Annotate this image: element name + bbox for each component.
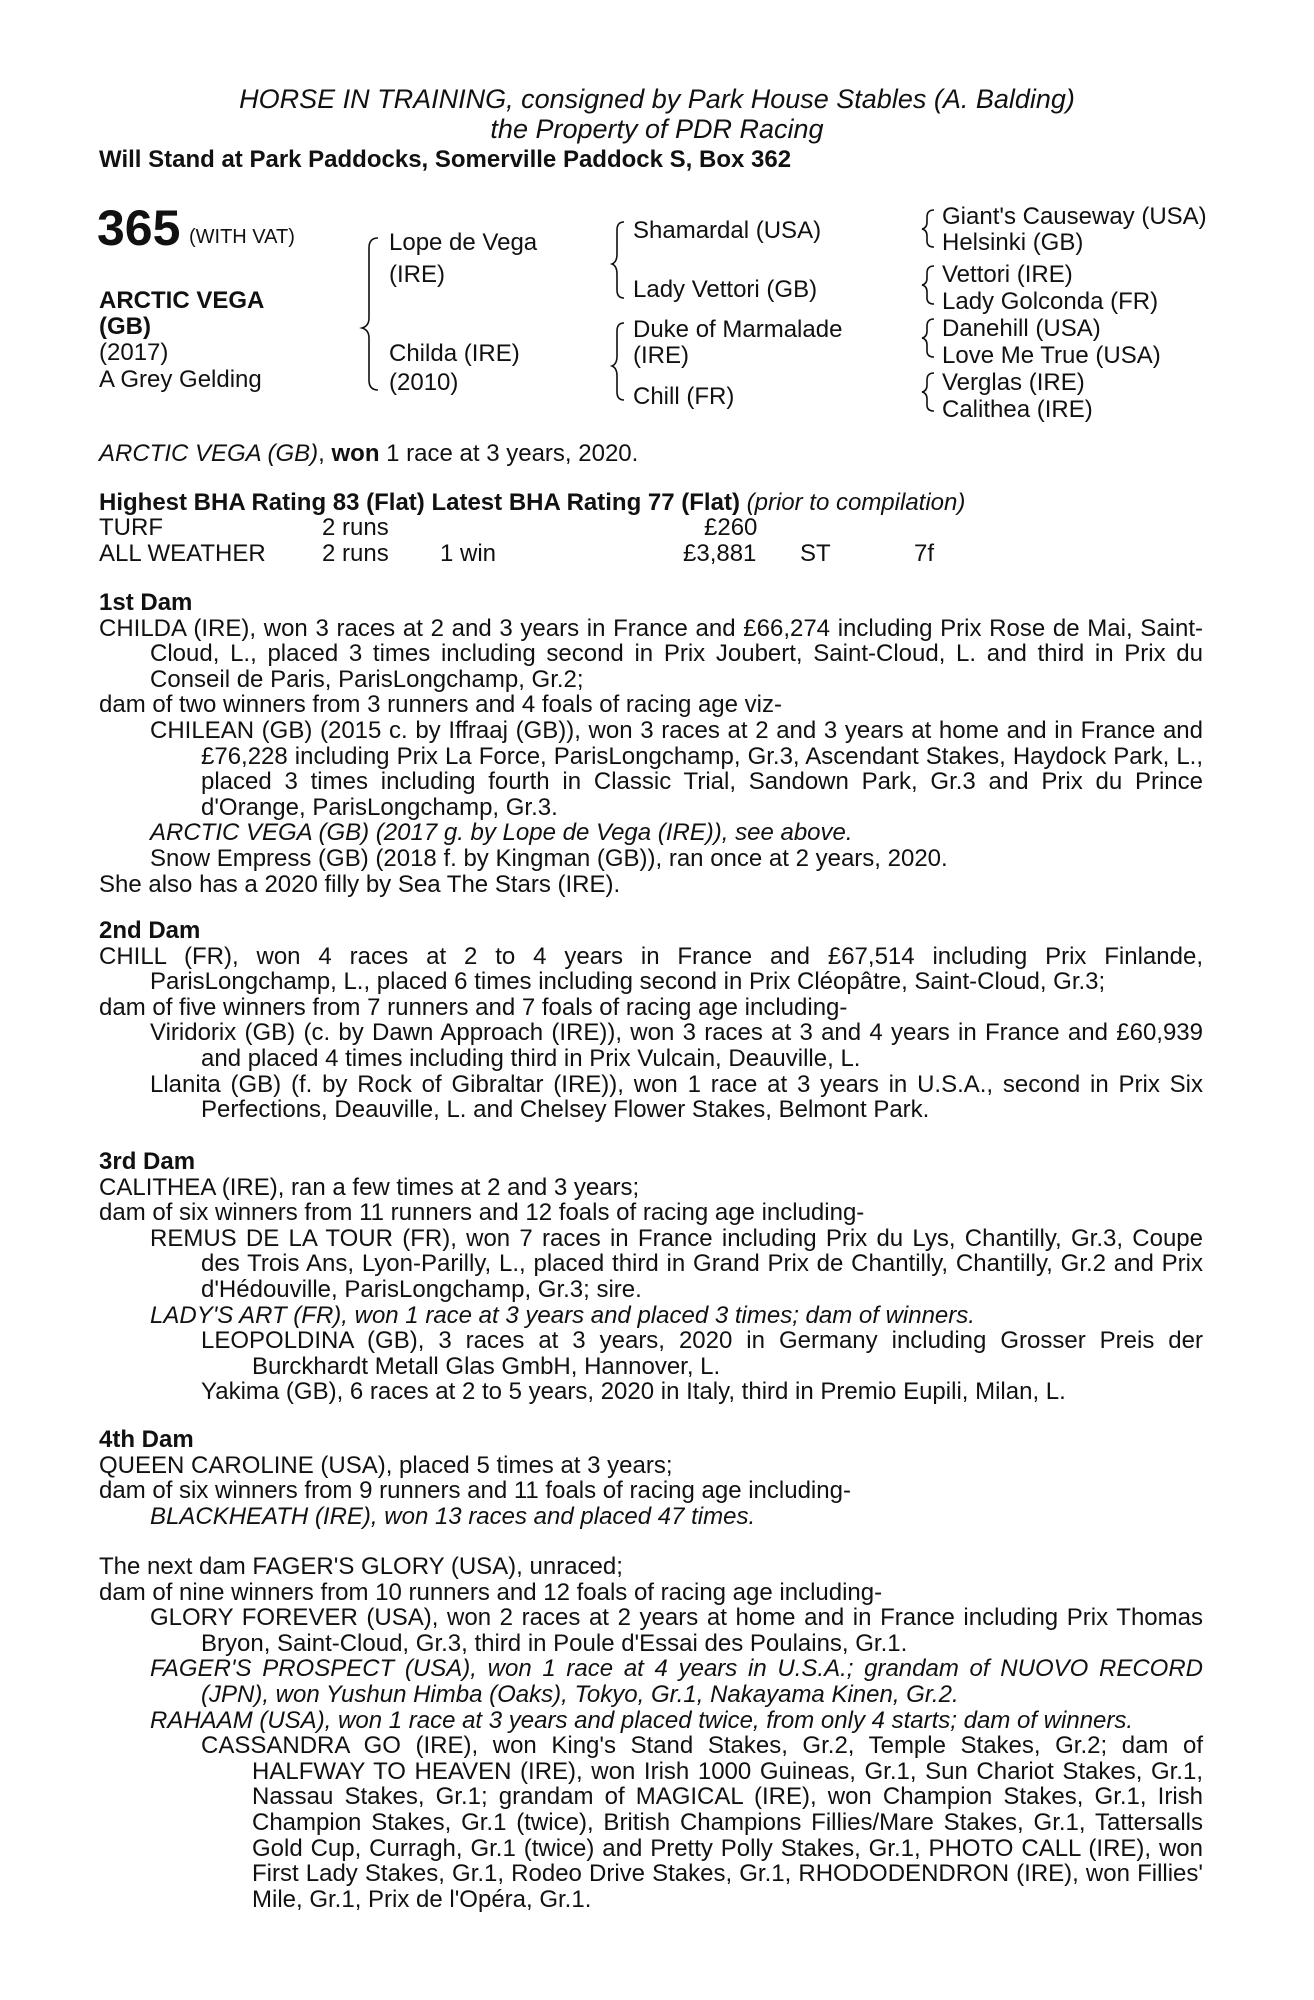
section-next-dam: [99, 1554, 1203, 1912]
dam1-heading: 1st Dam: [99, 589, 193, 616]
vat-note: (WITH VAT): [189, 226, 295, 248]
record-aw-runs: 2 runs: [322, 540, 389, 567]
dam1-produce-snow-empress: Snow Empress (GB) (2018 f. by Kingman (GB)), ran once at 2 years, 2020.: [150, 844, 948, 872]
sire: Lope de Vega: [389, 229, 538, 256]
summary-rest: 1 race at 3 years, 2020.: [379, 440, 639, 467]
record-turf-prize: £260: [704, 514, 758, 541]
dam1-record: CHILDA (IRE), won 3 races at 2 and 3 years in France and £66,274 including Prix Rose de Mai, Saint-Cloud, L., placed 3 times including second in Prix Joubert, Saint-Cloud, L. and third in Prix du Conseil de Paris, ParisLongchamp, Gr.2;: [99, 614, 1203, 693]
dam3-heading: 3rd Dam: [99, 1148, 196, 1175]
dam3-grandproduce-leopoldina: LEOPOLDINA (GB), 3 races at 3 years, 2020 in Germany including Grosser Preis der Burckhardt Metall Glas GmbH, Hannover, L.: [201, 1327, 1203, 1380]
next-dam-grandproduce-cassandra-go: CASSANDRA GO (IRE), won King's Stand Stakes, Gr.2, Temple Stakes, Gr.2; dam of HALFWAY TO HEAVEN (IRE), won Irish 1000 Guineas, Gr.1, Sun Chariot Stakes, Gr.1, Nassau Stakes, Gr.1; grandam of MAGICAL (IRE), won Champion Stakes, Gr.1, Irish Champion Stakes, Gr.1 (twice), British Champions Fillies/Mare Stakes, Gr.1, Tattersalls Gold Cup, Curragh, Gr.1 (twice) and Pretty Polly Stakes, Gr.1, PHOTO CALL (IRE), won First Lady Stakes, Gr.1, Rodeo Drive Stakes, Gr.1, RHODODENDRON (IRE), won Fillies' Mile, Gr.1, Prix de l'Opéra, Gr.1.: [201, 1732, 1203, 1913]
ped-sss: Giant's Causeway (USA): [942, 203, 1207, 230]
record-aw-prize: £3,881: [683, 540, 757, 567]
dam4-heading: 4th Dam: [99, 1426, 194, 1453]
summary-horse-name: ARCTIC VEGA (GB): [99, 440, 319, 467]
next-dam-record: The next dam FAGER'S GLORY (USA), unraced;: [99, 1553, 623, 1580]
dam1-produce-summary: dam of two winners from 3 runners and 4 foals of racing age viz-: [99, 691, 782, 719]
section-1st-dam: [99, 590, 1203, 897]
bha-rating-note: (prior to compilation): [746, 489, 966, 516]
sire-sire: Shamardal (USA): [633, 217, 822, 244]
record-turf-runs: 2 runs: [322, 514, 389, 541]
dam3-grandproduce-yakima: Yakima (GB), 6 races at 2 to 5 years, 2020 in Italy, third in Premio Eupili, Milan, L.: [201, 1378, 1066, 1406]
ped-ddd: Calithea (IRE): [942, 396, 1093, 423]
dam4-record: QUEEN CAROLINE (USA), placed 5 times at 3 years;: [99, 1451, 673, 1479]
dam2-produce-llanita: Llanita (GB) (f. by Rock of Gibraltar (IRE)), won 1 race at 3 years in U.S.A., second in Prix Six Perfections, Deauville, L. and Chelsey Flower Stakes, Belmont Park.: [150, 1070, 1203, 1124]
dam-dam: Chill (FR): [633, 383, 735, 410]
header-location: Will Stand at Park Paddocks, Somerville Paddock S, Box 362: [99, 146, 792, 173]
dam-sire-country: (IRE): [633, 342, 689, 369]
record-aw-distance: 7f: [914, 540, 935, 567]
dam2-record: CHILL (FR), won 4 races at 2 to 4 years in France and £67,514 including Prix Finlande, ParisLongchamp, L., placed 6 times including second in Prix Cléopâtre, Saint-Cloud, Gr.3;: [99, 942, 1203, 996]
dam4-produce-summary: dam of six winners from 9 runners and 11 foals of racing age including-: [99, 1477, 851, 1505]
dam4-produce-blackheath: BLACKHEATH (IRE), won 13 races and placed 47 times.: [150, 1502, 756, 1530]
dam2-heading: 2nd Dam: [99, 917, 201, 944]
section-2nd-dam: [99, 918, 1203, 1123]
ped-dsd: Love Me True (USA): [942, 342, 1161, 369]
dam2-produce-viridorix: Viridorix (GB) (c. by Dawn Approach (IRE)), won 3 races at 3 and 4 years in France and £60,939 and placed 4 times including third in Prix Vulcain, Deauville, L.: [150, 1019, 1203, 1072]
dam-sire: Duke of Marmalade: [633, 316, 843, 343]
sire-dam: Lady Vettori (GB): [633, 276, 818, 303]
record-turf-surface: TURF: [99, 514, 163, 541]
header-property: the Property of PDR Racing: [490, 114, 824, 144]
section-4th-dam: [99, 1427, 1203, 1529]
dam3-record: CALITHEA (IRE), ran a few times at 2 and 3 years;: [99, 1173, 640, 1201]
ped-dds: Verglas (IRE): [942, 369, 1085, 396]
ped-dss: Danehill (USA): [942, 315, 1101, 342]
next-dam-produce-fagers-prospect: FAGER'S PROSPECT (USA), won 1 race at 4 years in U.S.A.; grandam of NUOVO RECORD (JPN), won Yushun Himba (Oaks), Tokyo, Gr.1, Nakayama Kinen, Gr.2.: [150, 1655, 1203, 1708]
record-aw-wins: 1 win: [440, 540, 497, 567]
dam: Childa (IRE): [389, 340, 520, 367]
dam1-produce-filly: She also has a 2020 filly by Sea The Stars (IRE).: [99, 870, 621, 898]
dam1-produce-arctic-vega: ARCTIC VEGA (GB) (2017 g. by Lope de Vega (IRE)), see above.: [150, 819, 853, 847]
lot-number: 365: [97, 200, 181, 256]
next-dam-produce-summary: dam of nine winners from 10 runners and 12 foals of racing age including-: [99, 1578, 883, 1606]
horse-year: (2017): [99, 339, 169, 366]
sire-country: (IRE): [389, 261, 445, 288]
header-consignor: HORSE IN TRAINING, consigned by Park House Stables (A. Balding): [239, 84, 1075, 114]
horse-name: ARCTIC VEGA: [99, 287, 265, 314]
dam-year: (2010): [389, 369, 459, 396]
race-summary: ARCTIC VEGA (GB), won 1 race at 3 years, 2020.: [99, 440, 639, 467]
horse-name-country: (GB): [99, 313, 151, 340]
bha-rating: [99, 490, 965, 516]
next-dam-produce-rahaam: RAHAAM (USA), won 1 race at 3 years and placed twice, from only 4 starts; dam of winners.: [150, 1706, 1134, 1734]
summary-won: won: [331, 440, 380, 467]
dam1-produce-chilean: CHILEAN (GB) (2015 c. by Iffraaj (GB)), won 3 races at 2 and 3 years at home and in France and £76,228 including Prix La Force, ParisLongchamp, Gr.3, Ascendant Stakes, Haydock Park, L., placed 3 times including fourth in Classic Trial, Sandown Park, Gr.3 and Prix du Prince d'Orange, ParisLongchamp, Gr.3.: [150, 716, 1203, 821]
record-aw-course: ST: [800, 540, 831, 567]
dam3-produce-remus: REMUS DE LA TOUR (FR), won 7 races in France including Prix du Lys, Chantilly, Gr.3, Coupe des Trois Ans, Lyon-Parilly, L., placed third in Grand Prix de Chantilly, Chantilly, Gr.2 and Prix d'Hédouville, ParisLongchamp, Gr.3; sire.: [150, 1224, 1203, 1303]
dam3-produce-summary: dam of six winners from 11 runners and 12 foals of racing age including-: [99, 1199, 865, 1227]
ped-ssd: Helsinki (GB): [942, 229, 1084, 256]
horse-description: A Grey Gelding: [99, 366, 262, 393]
section-3rd-dam: [99, 1149, 1203, 1405]
record-aw-surface: ALL WEATHER: [99, 540, 266, 567]
next-dam-produce-glory-forever: GLORY FOREVER (USA), won 2 races at 2 years at home and in France including Prix Thomas Bryon, Saint-Cloud, Gr.3, third in Poule d'Essai des Poulains, Gr.1.: [150, 1604, 1203, 1657]
dam2-produce-summary: dam of five winners from 7 runners and 7 foals of racing age including-: [99, 993, 848, 1021]
ped-sds: Vettori (IRE): [942, 261, 1073, 288]
dam3-produce-ladys-art: LADY'S ART (FR), won 1 race at 3 years and placed 3 times; dam of winners.: [150, 1301, 975, 1329]
bha-rating-text: Highest BHA Rating 83 (Flat) Latest BHA Rating 77 (Flat): [99, 489, 740, 516]
ped-sdd: Lady Golconda (FR): [942, 288, 1159, 315]
